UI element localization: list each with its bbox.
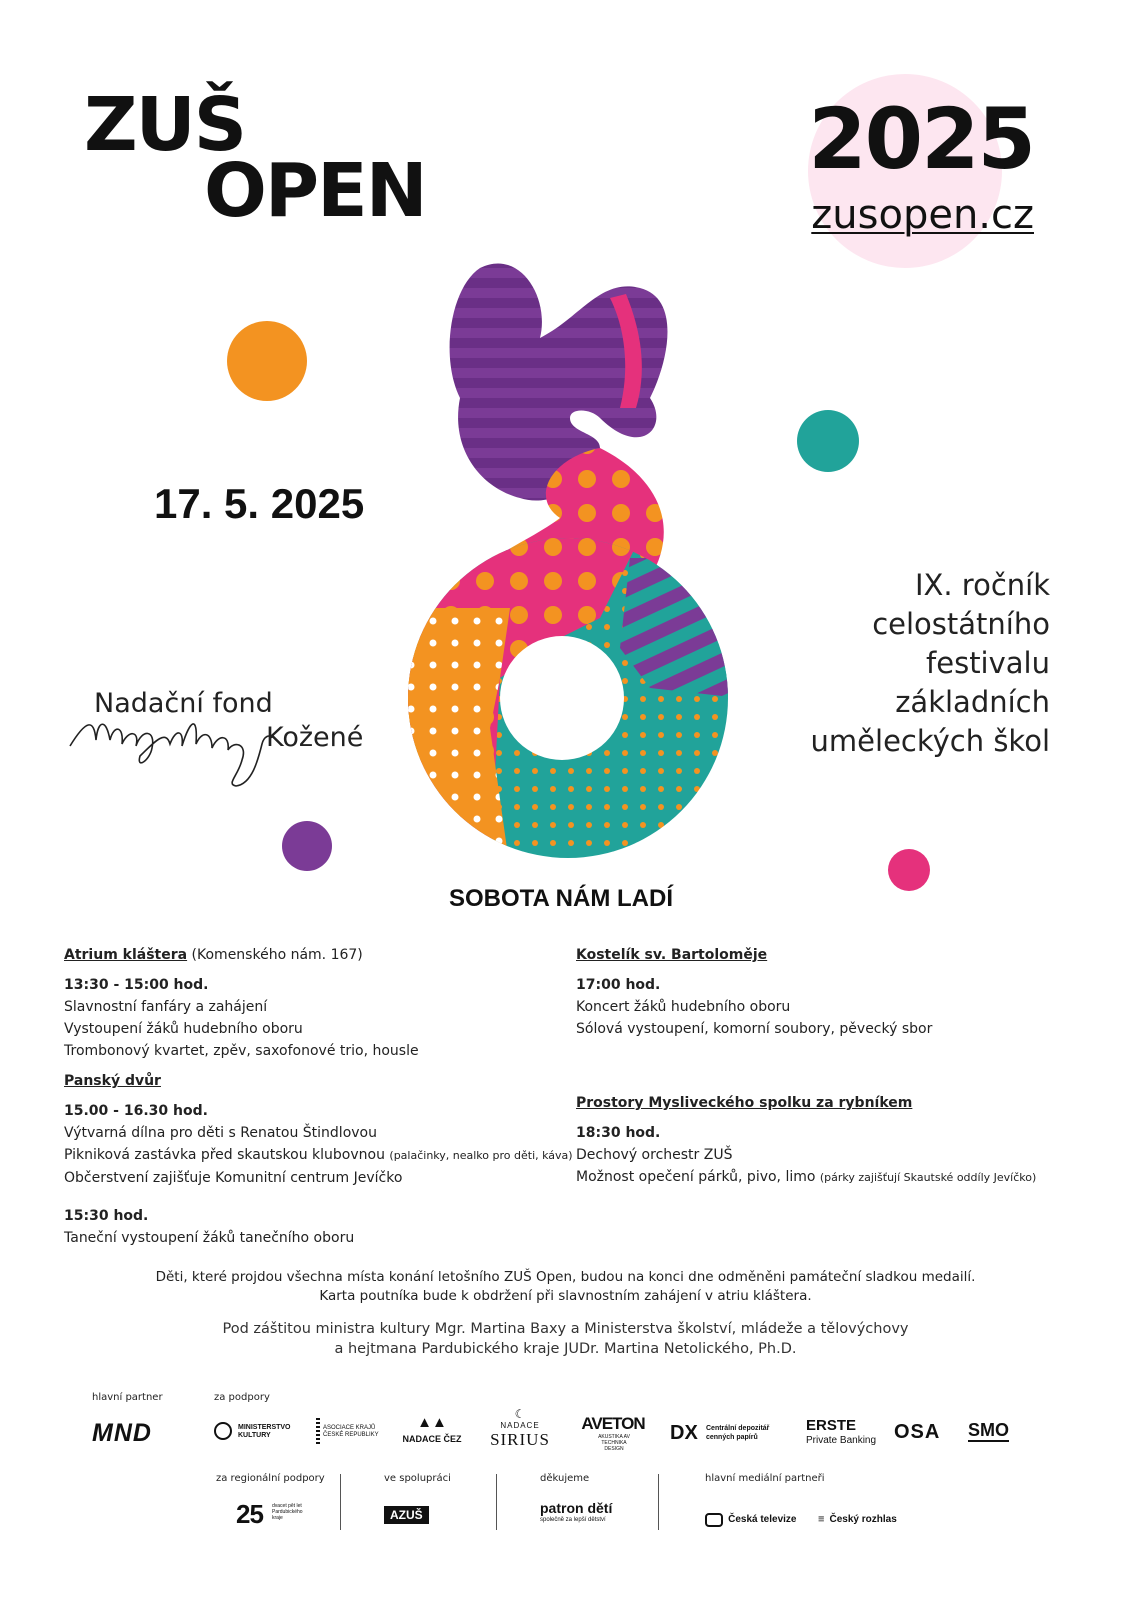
- event-date: 17. 5. 2025: [154, 480, 365, 527]
- fond-name-line-2: Kožené: [266, 722, 364, 753]
- program-item: Dechový orchestr ZUŠ: [576, 1147, 733, 1163]
- ministerstvo-emblem-icon: [214, 1422, 232, 1440]
- erste-name: ERSTE: [806, 1417, 857, 1434]
- year-heading: 2025: [808, 90, 1034, 188]
- sirius-name: SIRIUS: [490, 1430, 550, 1449]
- magdalena-signature: [66, 700, 276, 790]
- time-label: 15:30 hod.: [64, 1208, 149, 1224]
- website-link[interactable]: zusopen.cz: [811, 192, 1034, 238]
- figure-ring-hole: [500, 636, 624, 760]
- program-item: Sólová vystoupení, komorní soubory, pěvecký sbor: [576, 1021, 933, 1037]
- orange-dot: [227, 321, 307, 401]
- program-item: [64, 1144, 573, 1167]
- erste-sub: Private Banking: [806, 1435, 877, 1446]
- festival-line: celostátního: [872, 607, 1050, 641]
- program-item: Výtvarná dílna pro děti s Renatou Štindlovou: [64, 1125, 377, 1141]
- purple-dot: [282, 821, 332, 871]
- ceska-televize-logo: [705, 1509, 796, 1525]
- kraj-sub: dvacet pět let Pardubického kraje: [272, 1503, 303, 1521]
- sirius-star-icon: ☾: [514, 1407, 526, 1421]
- venue-address: (Komenského nám. 167): [191, 947, 363, 963]
- note-line: Děti, které projdou všechna místa konání letošního ZUŠ Open, budou na konci dne odměněni památeční sladkou medailí.: [155, 1269, 976, 1285]
- patron-deti-logo: [540, 1500, 620, 1530]
- asociace-bars-icon: [316, 1418, 320, 1444]
- festival-line: IX. ročník: [914, 568, 1050, 602]
- note-line: Karta poutníka bude k obdržení při slavnostním zahájení v atriu kláštera.: [319, 1288, 812, 1304]
- erste-logo: [806, 1418, 876, 1452]
- thanks-label: děkujeme: [540, 1473, 590, 1484]
- patron-deti-name: patron dětí: [540, 1500, 613, 1516]
- festival-line: uměleckých škol: [810, 724, 1050, 758]
- sirius-top-text: NADACE: [500, 1421, 540, 1430]
- support-label: za podpory: [214, 1392, 270, 1403]
- patron-deti-sub: společně za lepší dětství: [540, 1517, 606, 1523]
- time-label: 15.00 - 16.30 hod.: [64, 1103, 208, 1119]
- medal-note: [0, 1268, 1131, 1306]
- logo-line-1: ZUŠ: [84, 82, 246, 168]
- ct-icon: [705, 1513, 723, 1527]
- schedule-right-column: [576, 944, 1036, 1189]
- partner-divider: [496, 1474, 497, 1530]
- venue-heading-atrium: [64, 944, 573, 966]
- zus-open-logo: [84, 82, 426, 234]
- festival-line: festivalu: [926, 646, 1050, 680]
- cooperation-label: ve spolupráci: [384, 1473, 451, 1484]
- cdcp-name: Centrální depozitář cenných papírů: [706, 1425, 770, 1441]
- festival-description: [740, 566, 1050, 761]
- fond-name-line-1: Nadační fond: [94, 688, 273, 719]
- program-item: Taneční vystoupení žáků tanečního oboru: [64, 1230, 355, 1246]
- ct-name: Česká televize: [728, 1514, 797, 1525]
- program-item-note: (palačinky, nealko pro děti, káva): [389, 1149, 573, 1162]
- time-label: 13:30 - 15:00 hod.: [64, 977, 209, 993]
- program-item: Koncert žáků hudebního oboru: [576, 999, 791, 1015]
- cdcp-mark-icon: DX: [670, 1422, 698, 1444]
- cro-icon: ≡: [818, 1513, 825, 1526]
- time-label: 17:00 hod.: [576, 977, 661, 993]
- venue-name: Panský dvůr: [64, 1073, 161, 1089]
- ministerstvo-logo: [214, 1420, 304, 1446]
- patronage-line: a hejtmana Pardubického kraje JUDr. Martina Netolického, Ph.D.: [334, 1341, 797, 1357]
- nadace-cez-name: NADACE ČEZ: [402, 1434, 462, 1444]
- venue-name: Kostelík sv. Bartoloměje: [576, 947, 768, 963]
- mnd-logo: MND: [92, 1419, 152, 1447]
- main-partner-label: hlavní partner: [92, 1392, 163, 1403]
- regional-support-label: za regionální podpory: [216, 1473, 325, 1484]
- festival-figure-illustration: [400, 258, 740, 870]
- program-item: Vystoupení žáků hudebního oboru: [64, 1021, 303, 1037]
- venue-name: Atrium kláštera: [64, 947, 188, 963]
- patronage-line: Pod záštitou ministra kultury Mgr. Martina Baxy a Ministerstva školství, mládeže a tělovýchovy: [222, 1321, 909, 1337]
- pardubicky-kraj-logo: [236, 1500, 308, 1530]
- partner-divider: [658, 1474, 659, 1530]
- asociace-name: ASOCIACE KRAJŮ ČESKÉ REPUBLIKY: [323, 1425, 379, 1438]
- cdcp-logo: [670, 1422, 780, 1444]
- patronage-note: [0, 1319, 1131, 1359]
- schedule-left-column: [64, 944, 573, 1249]
- nadace-cez-logo: [402, 1414, 462, 1452]
- asociace-logo: [316, 1418, 378, 1446]
- pink-dot: [888, 849, 930, 891]
- osa-logo: OSA: [894, 1421, 941, 1443]
- festival-line: základních: [895, 685, 1050, 719]
- motto-heading: SOBOTA NÁM LADÍ: [449, 885, 673, 912]
- teal-dot: [797, 410, 859, 472]
- aveton-name: AVETON: [581, 1414, 645, 1433]
- aveton-logo: [580, 1414, 646, 1452]
- cro-name: Český rozhlas: [829, 1514, 897, 1525]
- cez-mark-icon: ▲▲: [417, 1414, 447, 1431]
- kraj-25-mark: 25: [236, 1499, 263, 1529]
- partner-divider: [340, 1474, 341, 1530]
- program-item: Slavnostní fanfáry a zahájení: [64, 999, 268, 1015]
- venue-name: Prostory Mysliveckého spolku za rybníkem: [576, 1095, 913, 1111]
- program-item: Trombonový kvartet, zpěv, saxofonové trio, housle: [64, 1043, 419, 1059]
- program-item-text: Možnost opečení párků, pivo, limo: [576, 1169, 816, 1185]
- program-item: Občerstvení zajišťuje Komunitní centrum Jevíčko: [64, 1170, 403, 1186]
- time-label: 18:30 hod.: [576, 1125, 661, 1141]
- media-partners-label: hlavní mediální partneři: [705, 1473, 825, 1484]
- nadace-sirius-logo: [488, 1408, 552, 1458]
- program-item-note: (párky zajišťují Skautské oddíly Jevíčko): [819, 1171, 1037, 1184]
- cesky-rozhlas-logo: [818, 1509, 897, 1525]
- smo-logo: SMO: [968, 1420, 1010, 1440]
- azus-logo: AZUŠ: [384, 1506, 429, 1524]
- ministerstvo-name: MINISTERSTVO KULTURY: [238, 1424, 291, 1439]
- logo-line-2: OPEN: [204, 148, 426, 234]
- program-item-text: Pikniková zastávka před skautskou klubovnou: [64, 1147, 385, 1163]
- aveton-sub: AKUSTIKA AV TECHNIKA DESIGN: [598, 1434, 630, 1452]
- program-item: [576, 1166, 1036, 1189]
